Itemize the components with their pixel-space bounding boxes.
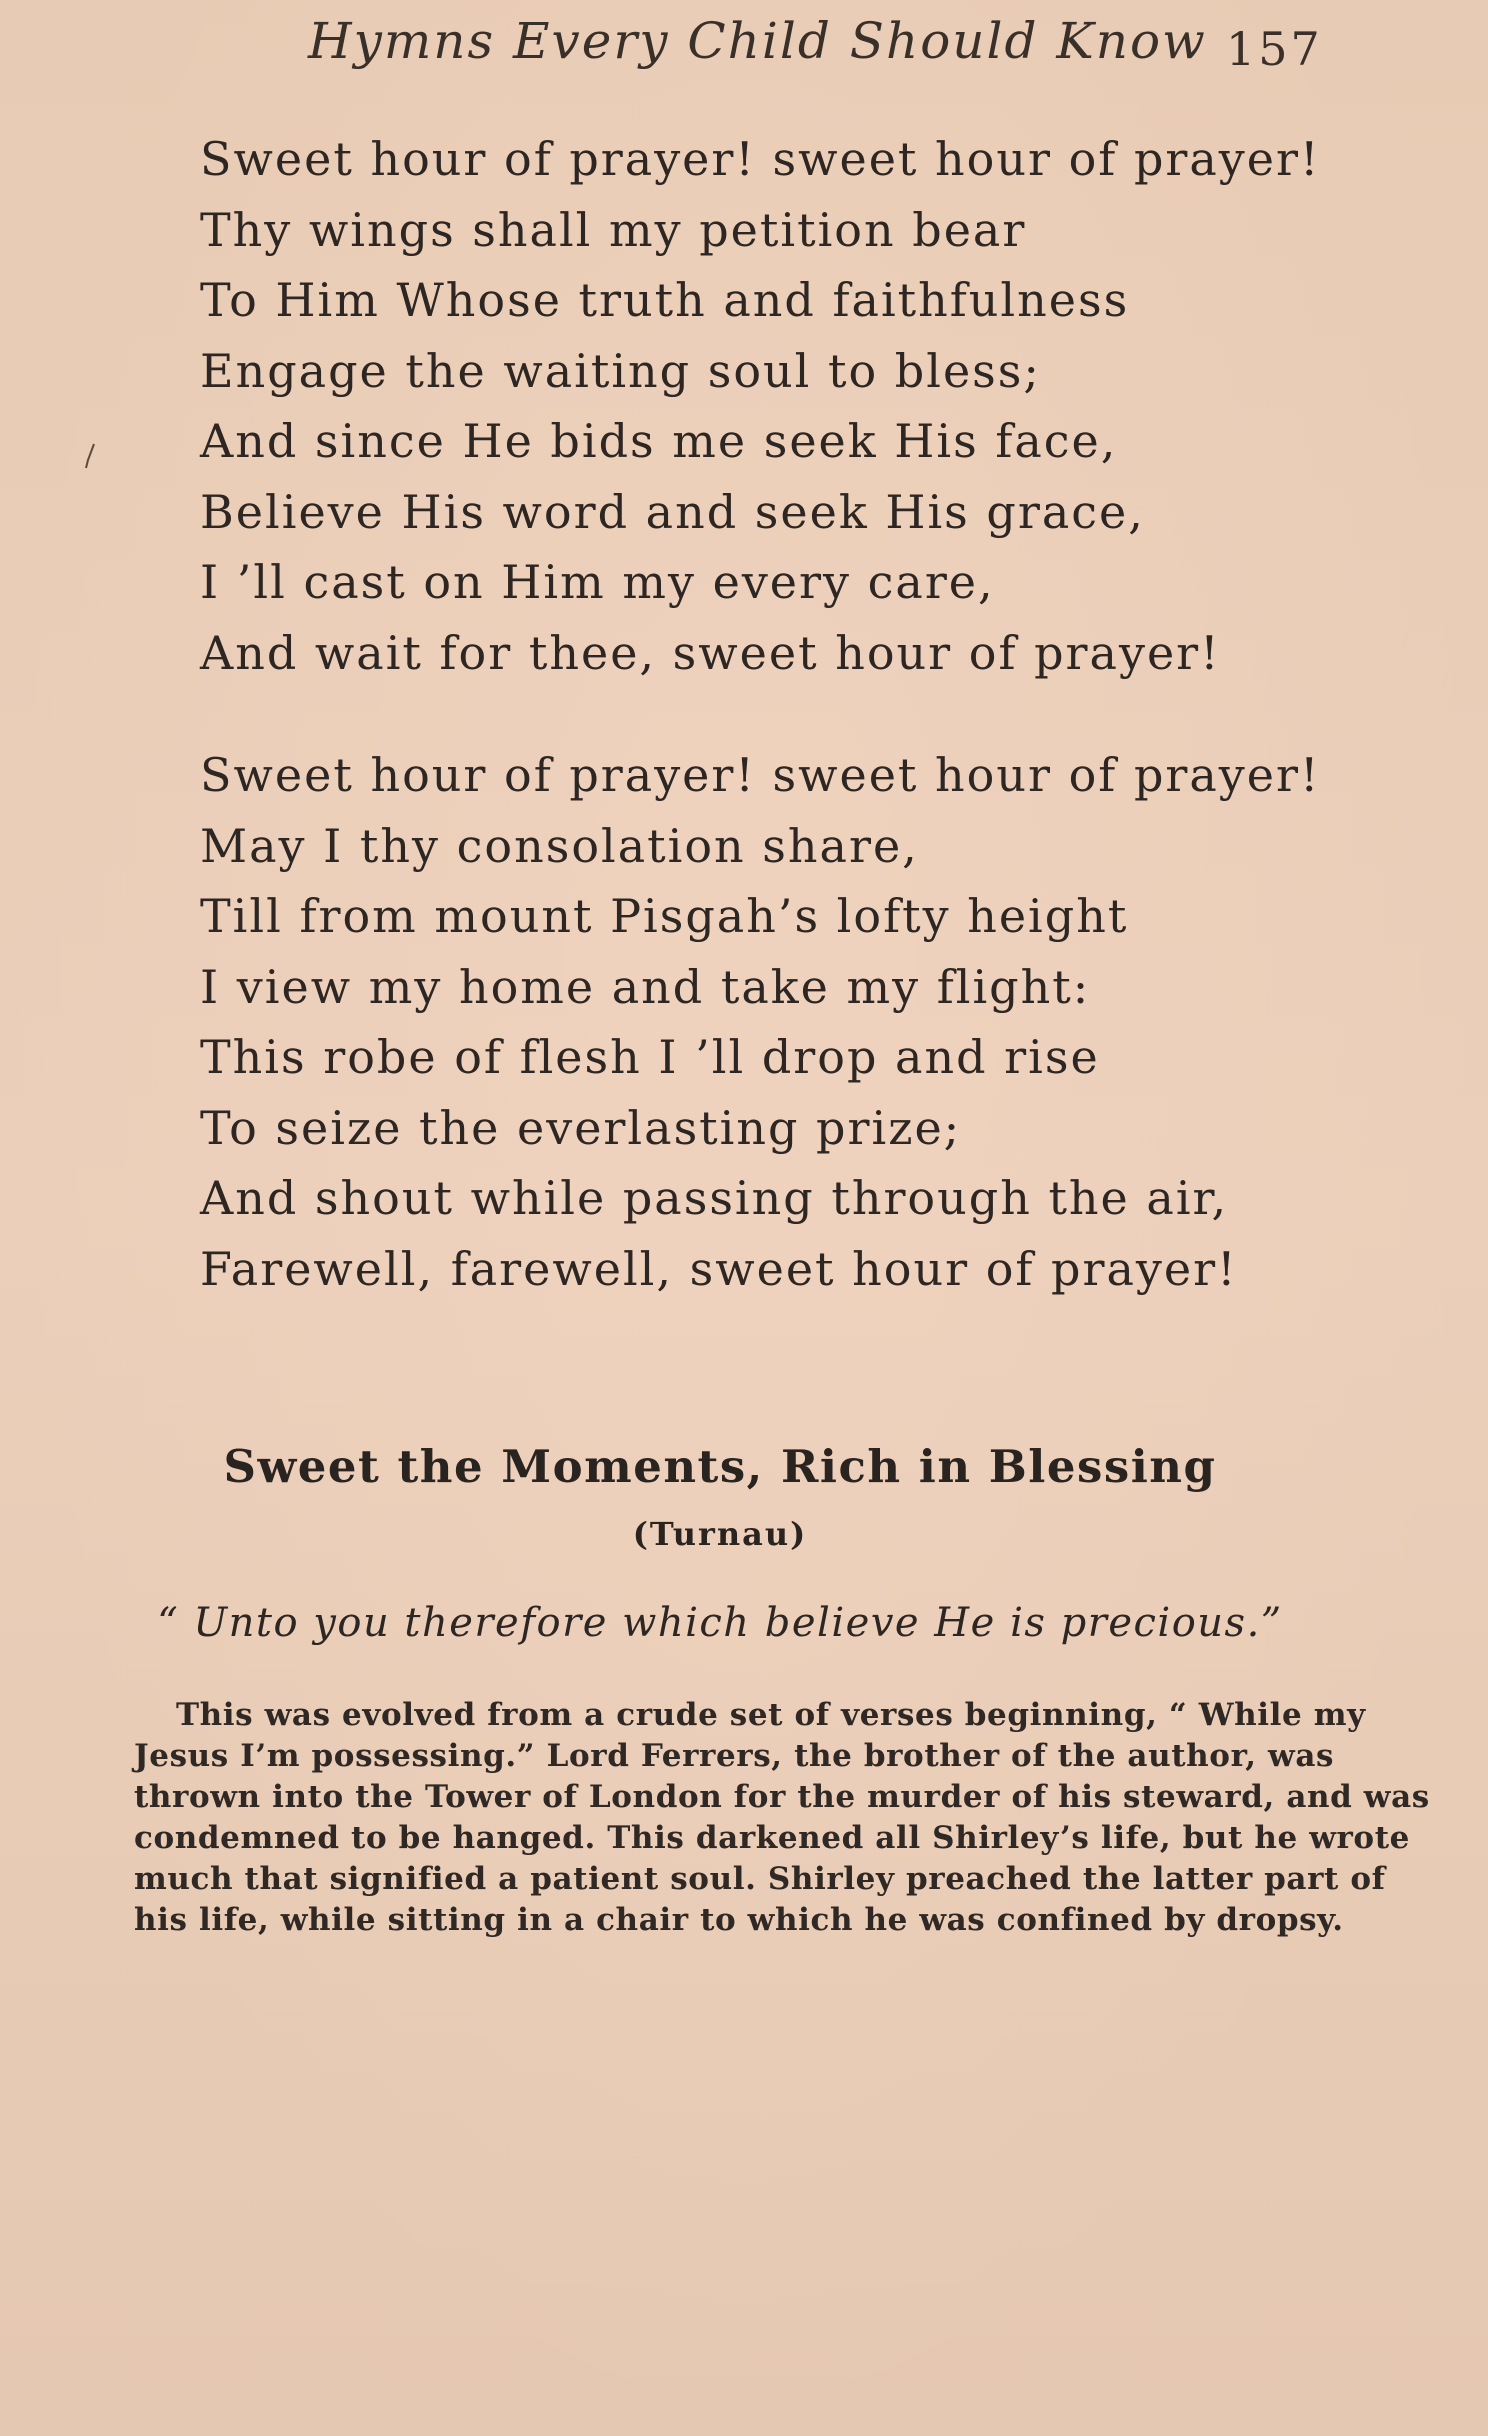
verse-line: May I thy consolation share, bbox=[200, 818, 919, 873]
paper-speck bbox=[84, 442, 96, 470]
verse-line: I view my home and take my flight: bbox=[200, 959, 1091, 1014]
verse-line: Thy wings shall my petition bear bbox=[200, 202, 1027, 257]
hymn-title: Sweet the Moments, Rich in Blessing bbox=[223, 1440, 1217, 1493]
verse-line: Farewell, farewell, sweet hour of prayer! bbox=[200, 1241, 1238, 1296]
verse-line: To seize the everlasting prize; bbox=[200, 1100, 962, 1155]
verse-line: And since He bids me seek His face, bbox=[200, 414, 1118, 468]
verse-line: Sweet hour of prayer! sweet hour of prayer! bbox=[200, 132, 1321, 186]
running-head-title: Hymns Every Child Should Know bbox=[308, 12, 1207, 70]
page-number: 157 bbox=[1226, 22, 1323, 76]
note-line: Jesus I’m possessing.” Lord Ferrers, the brother of the author, was bbox=[134, 1738, 1335, 1774]
hymn-stanza bbox=[200, 124, 1350, 688]
verse-line: And wait for thee, sweet hour of prayer! bbox=[200, 625, 1221, 680]
verse-line: Till from mount Pisgah’s lofty height bbox=[200, 889, 1129, 943]
verse-line: I ’ll cast on Him my every care, bbox=[200, 555, 995, 609]
verse-line: And shout while passing through the air, bbox=[200, 1171, 1229, 1225]
verse-line: Believe His word and seek His grace, bbox=[200, 484, 1145, 539]
note-line: thrown into the Tower of London for the murder of his steward, and was bbox=[134, 1779, 1430, 1815]
verse-line: This robe of flesh I ’ll drop and rise bbox=[200, 1030, 1100, 1084]
note-line: much that signified a patient soul. Shirley preached the latter part of bbox=[134, 1861, 1386, 1897]
hymn-author: (Turnau) bbox=[632, 1515, 808, 1553]
hymn-note bbox=[134, 1695, 1430, 1941]
verse-line: To Him Whose truth and faithfulness bbox=[200, 273, 1130, 327]
scripture-epigraph: “ Unto you therefore which believe He is precious.” bbox=[157, 1600, 1283, 1646]
note-line: his life, while sitting in a chair to which he was confined by dropsy. bbox=[134, 1902, 1344, 1938]
verse-line: Sweet hour of prayer! sweet hour of prayer! bbox=[200, 748, 1321, 802]
hymn-stanza bbox=[200, 740, 1350, 1304]
note-line: This was evolved from a crude set of verses beginning, “ While my bbox=[176, 1697, 1366, 1733]
note-line: condemned to be hanged. This darkened all Shirley’s life, but he wrote bbox=[134, 1820, 1410, 1856]
verse-line: Engage the waiting soul to bless; bbox=[200, 343, 1041, 398]
